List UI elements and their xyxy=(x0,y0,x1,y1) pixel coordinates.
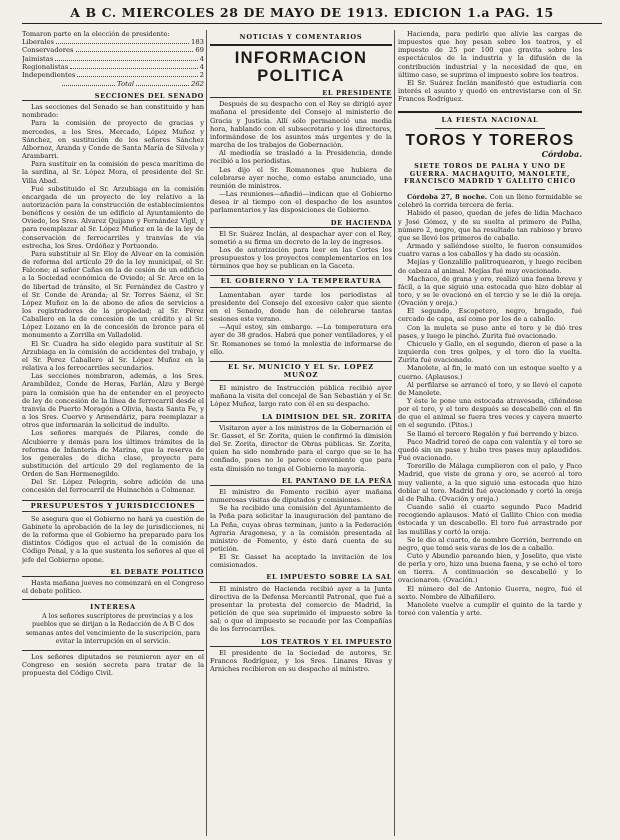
subheading-pantano: EL PANTANO DE LA PEÑA xyxy=(210,477,392,486)
paragraph: El Sr. Gasset ha aceptado la invitación de los comisionados. xyxy=(210,553,392,570)
paragraph: Torerillo de Málaga cumplieron con el palo, y Paco Madrid, que viste de grana y oro, se acercó al toro muy valiente, a la que siguió una estocada que hizo doblar al toro. Madrid fué ovacionado y cortó la oreja al de Palha. (Ovación y oreja.) xyxy=(398,462,582,503)
notice: A los señores suscriptores de provincias y a los pueblos que se dirijan a la Redacción de A B C dos semanas antes del vencimiento de la suscripción, para evitar la interrupción en el servicio. xyxy=(25,613,201,645)
divider xyxy=(210,44,392,46)
result-row: Regionalistas 4 xyxy=(22,63,204,72)
paragraph: Para substituir al Sr. Eloy de Alvear en la comisión de reforma del artículo 29 de la ley municipal, el Sr. Falcone; al señor Cañas en la de cesión de un edificio a la Sociedad económica de Oviedo; al Sr. Arce en la de libertad de tránsito, el Sr. Fernández de Castro y el Sr. Conde de Aranda; al Sr. Torres Sáenz, el Sr. López Muñoz en la de abono de años de servicios a los registradores de la propiedad; al Sr. Pérez Caballero en la de concesión de un crédito y al Sr. López Lozano en la de concesión de bronce para el monumento a Zorrilla en Valladolid. xyxy=(22,249,204,340)
paragraph: El ministro de Fomento recibió ayer mañana numerosas visitas de diputados y comisiones. xyxy=(210,487,392,505)
paragraph: Los de autorización para leer en las Cortes los presupuestos y los proyectos complementarios en los términos que hoy se publican en la Gaceta. xyxy=(210,245,392,271)
paragraph: Los señores diputados se reunieron ayer en el Congreso en sesión secreta para tratar de la propuesta del Código Civil. xyxy=(22,652,204,678)
column-middle xyxy=(210,30,392,836)
paragraph: Para sustituir en la comisión de pesca marítima de la sardina, al Sr. López Mora, el presidente del Sr. Villa Abad. xyxy=(22,160,204,185)
paragraph: Habido el paseo, quedan de jefes de lidia Machaco y José Gómez, y de su suelta al primero de Palha, número 2, negro, que ha resultado tan rabioso y bravo que se llevó los primeros de caballo. xyxy=(398,209,582,242)
divider xyxy=(22,650,204,651)
subheading-zorita: LA DIMISION DEL SR. ZORITA xyxy=(210,413,392,422)
section-kicker: LA FIESTA NACIONAL xyxy=(441,116,539,125)
paragraph: Se llamó el tercero Regalón y fué berrendo y bizco. xyxy=(407,429,579,438)
subheading-hacienda: DE HACIENDA xyxy=(210,219,392,228)
divider xyxy=(22,599,204,600)
section-heading-interesa: INTERESA xyxy=(90,603,136,612)
results-intro: Tomaron parte en la elección de presidente: xyxy=(22,30,170,38)
paragraph-text: Con un lleno formidable se celebró la corrida tercera de feria. xyxy=(398,193,582,210)
paragraph: Fué substituido el Sr. Arzubiaga en la comisión encargada de un proyecto de ley relativo a la autorización para la construcción de establecimientos benéficos y cesión de un edificio al Ayuntamiento de Oviedo, los Sres. Alvarez Quijano y Fernández Vigil, y para reemplazar al Sr. López Muñoz en la de la ley de conservación de ferrocarriles y tranvías de vía estrecha, los Sres. Ordóñez y Portuondo. xyxy=(22,184,204,250)
paragraph: El Sr. Suárez Inclán, al despachar ayer con el Rey, sometió a su firma un decreto de la ley de ingresos. xyxy=(210,229,392,246)
paragraph: Y éste le pone una estocada atravesada, ciñéndose por el toro, y el toro después se descabelló con el fin de que el animal se fuera tres veces y cayera muerto en el segundo. (Pitos.) xyxy=(398,397,582,430)
paragraph: Para la comisión de proyecto de gracias y mercedes, a los Sres. Mercado, López Muñoz y Sánchez, en sustitución de los señores Sánchez Albornoz, Aranda y Conde de Santa María de Silvela y Arambarri. xyxy=(22,119,204,161)
column-divider xyxy=(206,30,207,836)
paragraph: Machaco, de grana y oro, realizó una faena breve y fácil, a la que siguió una estocada que hizo doblar al toro, y se le ovacionó en el tercio y se le dió la oreja. (Ovación y oreja.) xyxy=(398,274,582,308)
paragraph: Después de su despacho con el Rey se dirigió ayer mañana el presidente del Consejo al ministerio de Gracia y Justicia. Allí sólo permaneció una media hora, hablando con el subsecretario y los directores, informándose de los asuntos más urgentes y de la marcha de los trabajos de Gobernación. xyxy=(210,100,392,150)
section-title: TOROS Y TOREROS xyxy=(405,131,575,149)
page-title-line2: POLITICA xyxy=(257,67,345,86)
subheading-sal: EL IMPUESTO SOBRE LA SAL xyxy=(210,573,392,582)
paragraph: Armado y saliéndose suelto, le fueron consumidos cuatro varas a los caballos y ha dado su ocasión. xyxy=(398,242,582,259)
place-heading: Córdoba. xyxy=(541,148,582,159)
paragraph: El segundo, Escopetero, negro, bragado, fué cercado de capa, así como por los de a caballo. xyxy=(398,307,582,324)
paragraph: Del Sr. López Pelegrin, sobre adición de una concesión del ferrocarril de Huinachón a Colmenar. xyxy=(22,478,204,495)
section-kicker: NOTICIAS Y COMENTARIOS xyxy=(239,33,363,41)
section-heading-debate: EL DEBATE POLITICO xyxy=(22,568,204,577)
paragraph: Visitaron ayer a los ministros de la Gobernación el Sr. Gasset, el Sr. Zorita, quien le confirmó la dimisión del Sr. Zorita, director de Obras públicas. Sr. Zorita, quien ha sido nombrado para el cargo que se le ha confiado, pues no le parece conveniente que para esta dimisión no tenga el Gobierno la mayoría. xyxy=(210,423,392,473)
subheading-gobierno: EL GOBIERNO Y LA TEMPERATURA xyxy=(210,275,392,287)
divider xyxy=(435,189,545,190)
page-header: A B C. MIERCOLES 28 DE MAYO DE 1913. EDICION 1.a PAG. 15 xyxy=(22,3,602,24)
result-row: Liberales 183 xyxy=(22,38,204,47)
paragraph: Se ha recibido una comisión del Ayuntamiento de la Peña para solicitar la inauguración del pantano de La Peña, cuyas obras terminan, junto a la Federación Agraria Aragonesa, y a la comisión presentada al ministro de Fomento, y éste dará cuenta de su petición. xyxy=(210,504,392,553)
paragraph: Cuto y Abundio pareando bien, y Joselito, que viste de perla y oro, hizo una buena faena, y se echó el toro en tierra. A continuación se descabelló y lo ovacionaron. (Ovación.) xyxy=(398,551,582,585)
result-row: Jaimistas 4 xyxy=(22,54,204,63)
column-left xyxy=(22,30,204,836)
paragraph: Manolete vuelve a cumplir el quinto de la tarde y toreó con valentía y arte. xyxy=(398,600,582,618)
paragraph: El presidente de la Sociedad de autores, Sr. Francos Rodríguez, y los Sres. Linares Rivas y Arniches recibieron en su despacho al ministro. xyxy=(210,648,392,673)
section-heading-presupuestos: PRESUPUESTOS Y JURISDICCIONES xyxy=(22,500,204,512)
paragraph: Manolete, al fin, le mató con un estoque suelto y a cuerno. (Aplausos.) xyxy=(398,364,582,381)
paragraph xyxy=(398,193,582,209)
subheading-presidente: EL PRESIDENTE xyxy=(210,89,392,98)
column-divider xyxy=(394,30,395,836)
paragraph: Se le dio al cuarto, de nombre Gorrión, berrendo en negro, que tomó seis varas de los de a caballo. xyxy=(398,535,582,552)
paragraph: El número del de Antonio Guerra, negro, fué el sexto. Nombre de Albañilero. xyxy=(398,584,582,601)
paragraph: Los señores marqués de Pilares, conde de Alcubierre y demás para los últimos trámites de la reforma de Infantería de Marina, que la reserva de los generales de dicha clase, proyecto para substitución del artículo 29 del reglamento de la Orden de San Hermenegildo. xyxy=(22,429,204,479)
paragraph: —Aquí estoy, sin embargo. —La temperatura era ayer de 38 grados. Habrá que poner ventiladores, y el Sr. Romanones se tomó la molestia de informarse de ello. xyxy=(210,323,392,356)
paragraph: Lamentaban ayer tarde los periodistas al presidente del Consejo del excesivo calor que siente en el Senado, donde han de celebrarse tantas sesiones este verano. xyxy=(210,290,392,324)
paragraph: Paco Madrid toreó de capa con valentía y el toro se quedó sin un pase y hubo tres pases muy aplaudidos. Fué ovacionado. xyxy=(398,437,582,463)
paragraph: Hacienda, para pedirle que alivie las cargas de impuestos que hoy pesan sobre los teatros, y el impuesto de 25 por 100 que gravita sobre los espectáculos de la industria y la difusión de la contribución industrial y la necesidad de que, en último caso, se suprima el impuesto sobre los teatros. xyxy=(398,30,582,79)
paragraph: Se asegura que el Gobierno no hará ya cuestión de Gabinete la aprobación de la ley de jurisdicciones, ni de la reforma que el Gobierno ha preparado para los distintos Códigos que el actual de la comisión de Código Penal, y a la que sustenta los señores al que el jefe del Gobierno opone. xyxy=(22,514,204,564)
paragraph: El ministro de Hacienda recibió ayer a la Junta directiva de la Defensa Mercantil Patronal, que fué a presentar la protesta del comercio de Madrid, la petición de que sea suprimido el impuesto sobre la sal; o que el impuesto se recaude por las Compañías de los ferrocarriles. xyxy=(210,584,392,634)
bullfight-subhead: SIETE TOROS DE PALHA Y UNO DE GUERRA. MACHAQUITO, MANOLETE, FRANCISCO MADRID Y GALLITO CHICO xyxy=(404,161,576,186)
divider xyxy=(398,111,582,113)
paragraph: El Sr. Suárez Inclán manifestó que estudiaría con interés el asunto y quedó en entrevistarse con el Sr. Francos Rodríguez. xyxy=(398,78,582,104)
paragraph: Las secciones nombraron, además, a los Sres. Arambíldez, Conde de Heras, Farlán, Alzu y Bergé para la comisión que ha de entender en el proyecto de ley de concesión de la línea de ferrocarril desde el tranvía de Puerto Moragón a Olivia, hasta Santa Fe, y a los Sres. Cuervo y Armendáriz, para reemplazar a otros que informarán la solicitud de indulto. xyxy=(22,372,204,430)
column-right xyxy=(398,30,582,836)
section-heading-senado: SECCIONES DEL SENADO xyxy=(22,92,204,101)
subheading-teatros: LOS TEATROS Y EL IMPUESTO xyxy=(210,638,392,647)
senado-article xyxy=(22,103,204,495)
election-results xyxy=(22,38,204,88)
page-title-line1: INFORMACION xyxy=(234,49,368,68)
result-row: Conservadores 69 xyxy=(22,46,204,55)
paragraph: Las secciones del Senado se han constituido y han nombrado: xyxy=(22,103,204,120)
result-row: Independientes 2 xyxy=(22,71,204,80)
paragraph: Al mediodía se trasladó a la Presidencia, donde recibió a los periodistas. xyxy=(210,149,392,166)
paragraph: Hasta mañana jueves no comenzará en el Congreso el debate político. xyxy=(22,578,204,595)
paragraph: —Las reuniones—añadió—indican que el Gobierno desea ir al tiempo con el despacho de los asuntos parlamentarios y las disposiciones de Gobierno. xyxy=(210,190,392,215)
dateline: Córdoba 27, 8 noche. xyxy=(407,193,488,202)
paragraph: Con la muleta se puso ante el toro y le dió tres pases, y luego le pinchó. Zurita fué ovacionado. xyxy=(398,323,582,340)
paragraph: Les dijo el Sr. Romanones que hubiera de celebrarse ayer noche, como estaba anunciado, una reunión de ministros. xyxy=(210,165,392,190)
paragraph: Al perfilarse se arrancó el toro, y se llevó el capote de Manolete. xyxy=(398,380,582,397)
subheading-munoz: EL Sr. MUNICIO Y EL Sr. LOPEZ MUÑOZ xyxy=(210,361,392,381)
result-total: Total 262 xyxy=(22,80,204,88)
divider xyxy=(435,128,545,129)
paragraph: Cuando salió el cuarto segundo Paco Madrid recogiendo aplausos. Mató el Gallito Chico con media estocada y un descabello. El toro fué arrastrado por las mulillas y cortó la oreja. xyxy=(398,503,582,536)
paragraph: Mejías y Gonzalillo palitroquearon, y luego reciben de cabeza al animal. Mejías fué muy ovacionado. xyxy=(398,258,582,275)
paragraph: El ministro de Instrucción pública recibió ayer mañana la visita del concejal de San Sebastián y el Sr. López Muñoz, largo rato con él en su despacho. xyxy=(210,384,392,409)
paragraph: Chicuelo y Gallo, en el segundo, dieron el pase a la izquierda con tres golpes, y el toro dio la vuelta. Zurita fué ovacionado. xyxy=(398,339,582,365)
paragraph: El Sr. Cuadra ha sido elegido para sustituir al Sr. Arzubiaga en la comisión de accidentes del trabajo, y el Sr. Perez Caballero al Sr. López Muñoz en la relativa a los ferrocarriles secundarios. xyxy=(22,339,204,373)
